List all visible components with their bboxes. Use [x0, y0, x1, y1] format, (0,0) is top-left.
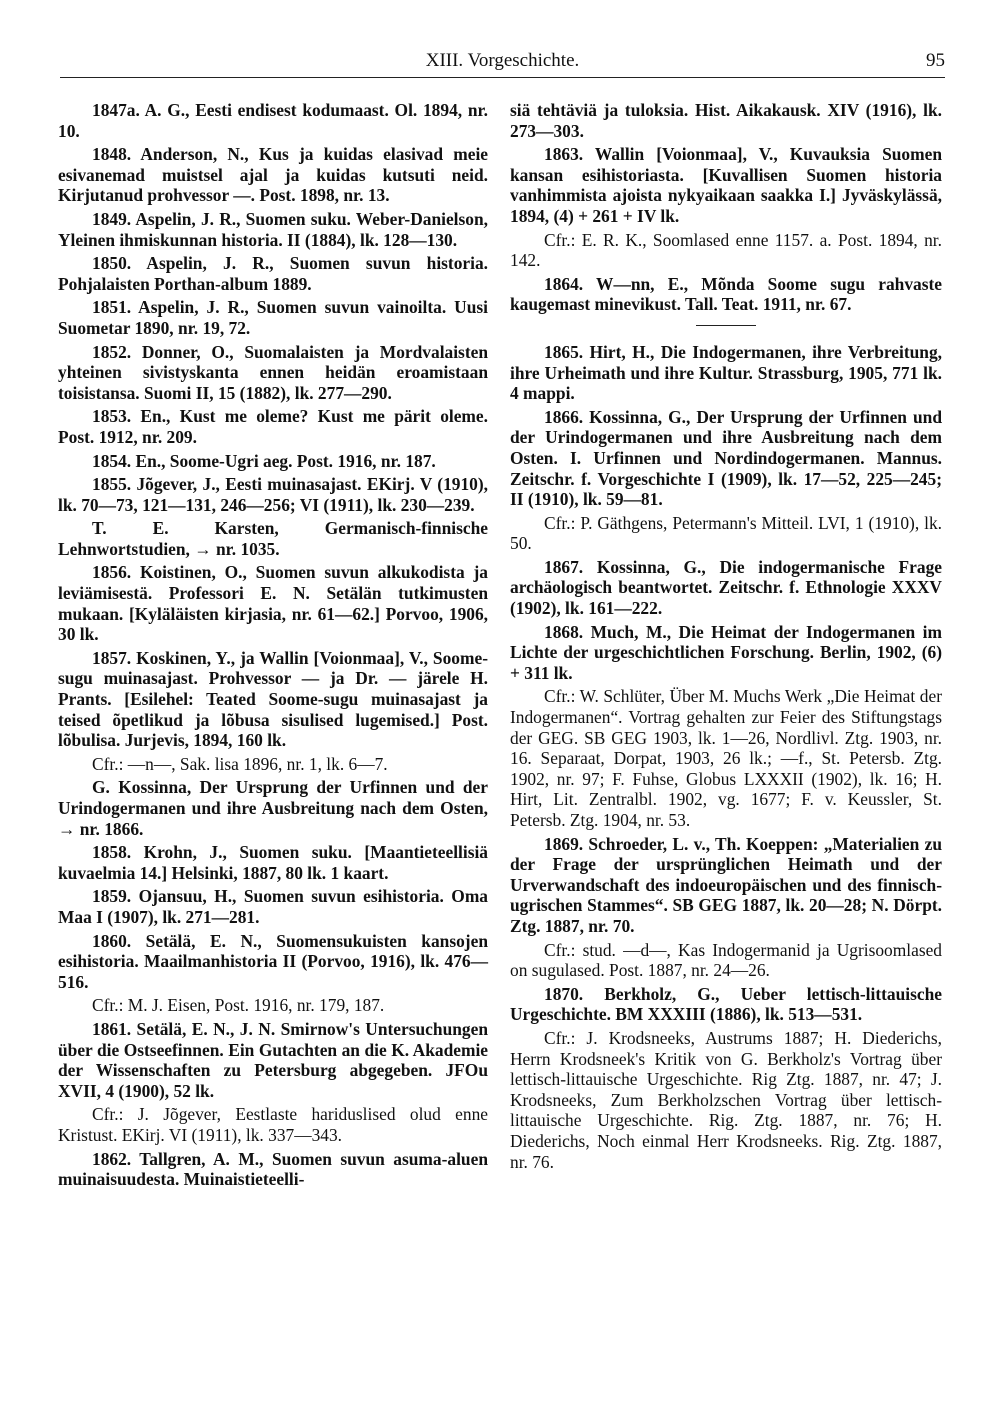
bibliography-entry: 1863. Wallin [Voionmaa], V., Kuvauksia Suomen kansan esihistoriasta. [Kuvallisen Suomen historia vanhimmista ajoista nykyaikaan saakka I.] Jyväskylässä, 1894, (4) + 261 + IV lk. [510, 144, 942, 226]
bibliography-entry: T. E. Karsten, Germanisch-finnische Lehnwortstudien, → nr. 1035. [58, 518, 488, 559]
bibliography-entry: 1852. Donner, O., Suomalaisten ja Mordvalaisten yhteinen sivistyskanta ennen heidän eroamistaan toisistansa. Suomi II, 15 (1882), lk. 277—290. [58, 341, 488, 403]
bibliography-entry: G. Kossinna, Der Ursprung der Urfinnen und der Urindogermanen und ihre Ausbreitung nach dem Osten, → nr. 1866. [58, 777, 488, 839]
bibliography-entry: 1853. En., Kust me oleme? Kust me pärit oleme. Post. 1912, nr. 209. [58, 406, 488, 447]
running-title: XIII. Vorgeschichte. [425, 50, 580, 71]
left-column [58, 100, 488, 1193]
bibliography-entry: 1866. Kossinna, G., Der Ursprung der Urfinnen und der Urindogermanen und ihre Ausbreitung nach dem Osten. I. Urfinnen und Nordindogermanen. Mannus. Zeitschr. f. Vorgeschichte I (1909), lk. 17—52, 225—245; II (1910), lk. 59—81. [510, 406, 942, 510]
header-rule [60, 77, 945, 78]
bibliography-reference: Cfr.: stud. —d—, Kas Indogermanid ja Ugrisoomlased on sugulased. Post. 1887, nr. 24—26. [510, 939, 942, 981]
right-column [510, 100, 942, 1175]
bibliography-reference: Cfr.: J. Krodsneeks, Austrums 1887; H. Diederichs, Herrn Krodsneek's Kritik von G. Berkholz's Vortrag über lettisch-littauische Urgeschichte. Rig Ztg. 1887, nr. 47; J. Krodsneeks, Zum Berkholzschen Vortrag über lettisch-littauische Urgeschichte. Rig. Ztg. 1887, nr. 76; H. Diederichs, Noch einmal Herr Krodsneeks. Rig. Ztg. 1887, nr. 76. [510, 1027, 942, 1172]
page-number: 95 [926, 50, 945, 71]
bibliography-entry: 1851. Aspelin, J. R., Suomen suvun vainoilta. Uusi Suometar 1890, nr. 19, 72. [58, 297, 488, 338]
bibliography-entry: 1859. Ojansuu, H., Suomen suvun esihistoria. Oma Maa I (1907), lk. 271—281. [58, 886, 488, 927]
bibliography-entry: 1870. Berkholz, G., Ueber lettisch-littauische Urgeschichte. BM XXXIII (1886), lk. 513—531. [510, 983, 942, 1025]
bibliography-reference: Cfr.: J. Jõgever, Eestlaste hariduslised olud enne Kristust. EKirj. VI (1911), lk. 337—343. [58, 1104, 488, 1145]
bibliography-entry: 1856. Koistinen, O., Suomen suvun alkukodista ja leviämisestä. Professori E. N. Setälän tutkimusten mukaan. [Kyläläisten kirjasia, nr. 61—62.] Porvoo, 1906, 30 lk. [58, 562, 488, 645]
section-separator [696, 325, 756, 326]
bibliography-entry: 1868. Much, M., Die Heimat der Indogermanen im Lichte der urgeschichtlichen Forschung. Berlin, 1902, (6) + 311 lk. [510, 621, 942, 683]
bibliography-entry: 1850. Aspelin, J. R., Suomen suvun historia. Pohjalaisten Porthan-album 1889. [58, 253, 488, 294]
bibliography-reference: Cfr.: W. Schlüter, Über M. Muchs Werk „Die Heimat der Indogermanen“. Vortrag gehalten zur Feier des Stiftungstags der GEG. SB GEG 1903, lk. 1—26, Nordlivl. Ztg. 1903, nr. 16. Separaat, Dorpat, 1903, 26 lk.; —f., St. Petersb. Ztg. 1902, nr. 97; F. Fuhse, Globus LXXXII (1902), lk. 16; H. Hirt, Lit. Zentralbl. 1902, vg. 1677; F. v. Keussler, St. Petersb. Ztg. 1904, nr. 53. [510, 686, 942, 830]
bibliography-entry: 1869. Schroeder, L. v., Th. Koeppen: „Materialien zu der Frage der ursprünglichen Heimath und der Urverwandschaft des indoeuropäischen und des finnisch-ugrischen Stammes“. SB GEG 1887, lk. 20—28; N. Dörpt. Ztg. 1887, nr. 70. [510, 833, 942, 936]
bibliography-entry: 1848. Anderson, N., Kus ja kuidas elasivad meie esivanemad muistsel ajal ja kuidas kutsuti neid. Kirjutanud prohvessor —. Post. 1898, nr. 13. [58, 144, 488, 206]
bibliography-entry: 1849. Aspelin, J. R., Suomen suku. Weber-Danielson, Yleinen ihmiskunnan historia. II (1884), lk. 128—130. [58, 208, 488, 250]
bibliography-entry: 1854. En., Soome-Ugri aeg. Post. 1916, nr. 187. [92, 450, 436, 471]
bibliography-entry: 1857. Koskinen, Y., ja Wallin [Voionmaa], V., Soome-sugu muinasajast. Prohvessor — ja Dr. — järele H. Prants. [Esilehel: Teated Soome-sugu muinasajast ja teised õpetlikud ja lõbusa sisulised lugemised.] Post. lõbulisa. Jurjevis, 1894, 160 lk. [58, 647, 488, 751]
bibliography-entry: 1855. Jõgever, J., Eesti muinasajast. EKirj. V (1910), lk. 70—73, 121—131, 246—256; VI (1911), lk. 230—239. [58, 474, 488, 515]
bibliography-entry: 1858. Krohn, J., Suomen suku. [Maantieteellisiä kuvaelmia 14.] Helsinki, 1887, 80 lk. 1 kaart. [58, 842, 488, 883]
bibliography-entry: 1847a. A. G., Eesti endisest kodumaast. Ol. 1894, nr. 10. [58, 100, 488, 141]
bibliography-entry: 1864. W—nn, E., Mõnda Soome sugu rahvaste kaugemast minevikust. Tall. Teat. 1911, nr. 67. [510, 273, 942, 315]
bibliography-reference: Cfr.: M. J. Eisen, Post. 1916, nr. 179, 187. [92, 995, 385, 1016]
bibliography-entry: 1865. Hirt, H., Die Indogermanen, ihre Verbreitung, ihre Urheimath und ihre Kultur. Strassburg, 1905, 771 lk. 4 mappi. [510, 341, 942, 404]
bibliography-entry: siä tehtäviä ja tuloksia. Hist. Aikakausk. XIV (1916), lk. 273—303. [510, 100, 942, 141]
bibliography-entry: 1862. Tallgren, A. M., Suomen suvun asuma-aluen muinaisuudesta. Muinaistieteelli- [58, 1148, 488, 1190]
bibliography-entry: 1860. Setälä, E. N., Suomensukuisten kansojen esihistoria. Maailmanhistoria II (Porvoo, 1916), lk. 476—516. [58, 930, 488, 992]
bibliography-reference: Cfr.: P. Gäthgens, Petermann's Mitteil. LVI, 1 (1910), lk. 50. [510, 512, 942, 554]
bibliography-entry: 1861. Setälä, E. N., J. N. Smirnow's Untersuchungen über die Ostseefinnen. Ein Gutachten an die K. Akademie der Wissenschaften zu Petersburg abgegeben. JFOu XVII, 4 (1900), 52 lk. [58, 1018, 488, 1101]
bibliography-reference: Cfr.: E. R. K., Soomlased enne 1157. a. Post. 1894, nr. 142. [510, 229, 942, 271]
bibliography-entry: 1867. Kossinna, G., Die indogermanische Frage archäologisch beantwortet. Zeitschr. f. Ethnologie XXXV (1902), lk. 161—222. [510, 556, 942, 619]
bibliography-reference: Cfr.: —n—, Sak. lisa 1896, nr. 1, lk. 6—7. [92, 753, 388, 774]
page-header [60, 50, 945, 80]
